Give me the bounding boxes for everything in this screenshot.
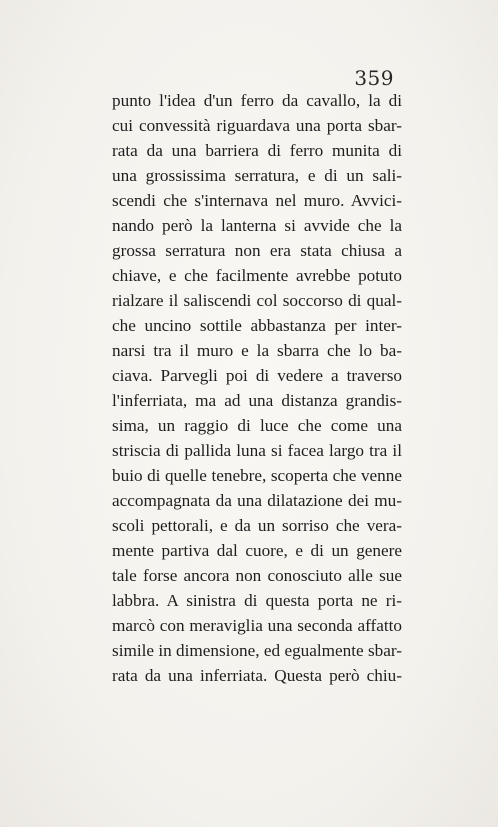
text-line: chiave, e che facilmente avrebbe potuto [112, 266, 402, 285]
text-line: una grossissima serratura, e di un sali- [112, 166, 402, 185]
text-line: rata da una inferriata. Questa però chiu- [112, 666, 402, 685]
body-text [112, 88, 402, 688]
text-line: scendi che s'internava nel muro. Avvici- [112, 191, 402, 210]
text-line: l'inferriata, ma ad una distanza grandis- [112, 391, 402, 410]
page-number: 359 [354, 66, 394, 90]
text-line: striscia di pallida luna si facea largo tra il [112, 441, 402, 460]
text-line: nando però la lanterna si avvide che la [112, 216, 402, 235]
text-line: tale forse ancora non conosciuto alle sue [112, 566, 402, 585]
text-line: sima, un raggio di luce che come una [112, 416, 402, 435]
text-line: labbra. A sinistra di questa porta ne ri- [112, 591, 402, 610]
text-line: cui convessità riguardava una porta sbar- [112, 116, 402, 135]
text-line: rata da una barriera di ferro munita di [112, 141, 402, 160]
text-line: narsi tra il muro e la sbarra che lo ba- [112, 341, 402, 360]
text-line: accompagnata da una dilatazione dei mu- [112, 491, 402, 510]
text-line: simile in dimensione, ed egualmente sbar- [112, 641, 402, 660]
text-line: buio di quelle tenebre, scoperta che venne [112, 466, 402, 485]
text-line: rialzare il saliscendi col soccorso di qual- [112, 291, 402, 310]
text-line: grossa serratura non era stata chiusa a [112, 241, 402, 260]
text-line: ciava. Parvegli poi di vedere a traverso [112, 366, 402, 385]
text-line: marcò con meraviglia una seconda affatto [112, 616, 402, 635]
text-line: mente partiva dal cuore, e di un genere [112, 541, 402, 560]
text-line: punto l'idea d'un ferro da cavallo, la di [112, 91, 402, 110]
text-line: scoli pettorali, e da un sorriso che vera- [112, 516, 402, 535]
text-line: che uncino sottile abbastanza per inter- [112, 316, 402, 335]
